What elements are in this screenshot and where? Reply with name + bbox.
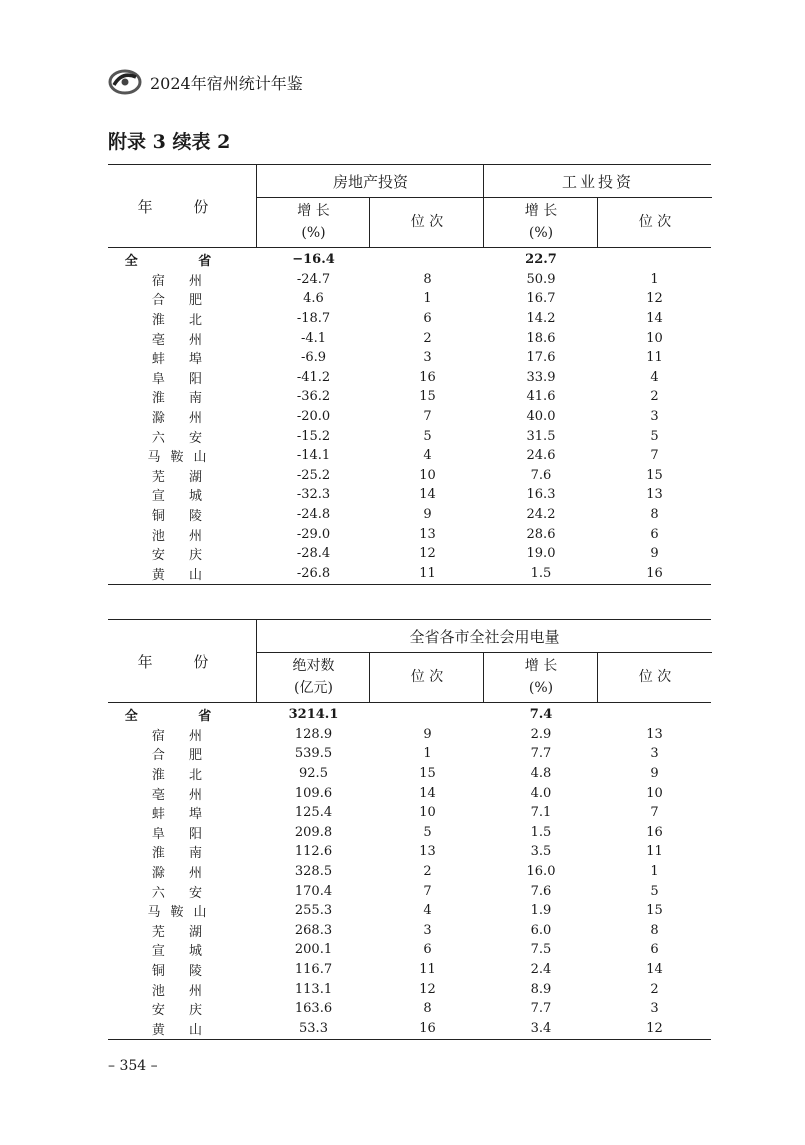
- table-row: [108, 328, 711, 348]
- value-cell: 22.7: [525, 252, 557, 268]
- region-cell: [108, 368, 256, 387]
- region-cell: [108, 803, 256, 822]
- region-name: 芜 湖: [151, 469, 213, 485]
- rank-cell: 13: [646, 487, 663, 503]
- rank-cell: 2: [650, 981, 659, 997]
- value-cell: 3.4: [530, 1020, 552, 1036]
- rank-cell: 3: [423, 350, 432, 366]
- region-cell: [108, 289, 256, 308]
- electricity-table: [108, 619, 711, 1040]
- year-header: 年 份: [137, 197, 227, 216]
- value-cell: 24.6: [526, 448, 556, 464]
- table-row: [108, 823, 711, 843]
- table-row: [108, 544, 711, 564]
- table-row: [108, 387, 711, 407]
- table-row: [108, 725, 711, 745]
- value-cell: -4.1: [300, 330, 327, 346]
- growth-unit: (%): [301, 225, 326, 241]
- rank-cell: 15: [419, 389, 436, 405]
- region-name: 铜 陵: [151, 964, 213, 980]
- value-cell: 40.0: [526, 409, 556, 425]
- region-name: 淮 南: [151, 846, 213, 862]
- rank-cell: 15: [646, 903, 663, 919]
- page-number: – 354 –: [108, 1058, 158, 1074]
- region-cell: [108, 387, 256, 406]
- region-cell: [108, 525, 256, 544]
- rank-cell: 16: [419, 1020, 436, 1036]
- value-cell: -26.8: [296, 565, 331, 581]
- value-cell: -14.1: [296, 448, 331, 464]
- table-row: [108, 485, 711, 505]
- table-row: [108, 1019, 711, 1039]
- value-cell: 3.5: [530, 844, 552, 860]
- table-row: [108, 250, 711, 270]
- region-name: 黄 山: [151, 567, 213, 583]
- rank-cell: 15: [646, 467, 663, 483]
- region-name: 宣 城: [151, 489, 213, 505]
- value-cell: 41.6: [526, 389, 556, 405]
- value-cell: 255.3: [294, 903, 333, 919]
- rank-label: 位 次: [638, 214, 672, 230]
- value-cell: 116.7: [294, 962, 333, 978]
- growth-header: [483, 652, 598, 702]
- growth-unit: (%): [528, 680, 554, 696]
- rank-cell: 16: [646, 565, 663, 581]
- value-cell: 33.9: [526, 369, 556, 385]
- rank-cell: 14: [419, 487, 436, 503]
- region-cell: [108, 764, 256, 783]
- value-cell: 268.3: [294, 922, 333, 938]
- region-cell: [108, 705, 256, 724]
- region-name: 芜 湖: [151, 924, 213, 940]
- table-row: [108, 999, 711, 1019]
- region-name: 宣 城: [151, 944, 213, 960]
- value-cell: 17.6: [526, 350, 556, 366]
- value-cell: 125.4: [294, 805, 333, 821]
- region-cell: [108, 544, 256, 563]
- value-cell: −16.4: [292, 252, 335, 268]
- table-row: [108, 426, 711, 446]
- value-cell: 7.7: [530, 1001, 552, 1017]
- table-header: [108, 620, 711, 703]
- region-cell: [108, 250, 256, 269]
- rank-cell: 5: [650, 883, 659, 899]
- table-row: [108, 289, 711, 309]
- absolute-value-unit: (亿元): [294, 680, 333, 696]
- yearbook-logo-icon: [108, 67, 142, 97]
- growth-label: 增 长: [297, 203, 330, 219]
- table-row: [108, 466, 711, 486]
- region-cell: [108, 446, 256, 465]
- region-name: 蚌 埠: [151, 352, 213, 368]
- value-cell: 163.6: [294, 1001, 333, 1017]
- value-cell: 4.8: [530, 766, 552, 782]
- value-cell: 200.1: [294, 942, 333, 958]
- region-name: 池 州: [151, 528, 213, 544]
- value-cell: 3214.1: [288, 707, 339, 723]
- table-row: [108, 505, 711, 525]
- rank-label: 位 次: [410, 669, 444, 685]
- region-cell: [108, 505, 256, 524]
- region-cell: [108, 564, 256, 583]
- electricity-consumption-header: 全省各市全社会用电量: [256, 620, 712, 653]
- table-row: [108, 564, 711, 584]
- value-cell: 28.6: [526, 526, 556, 542]
- rank-cell: 10: [646, 330, 663, 346]
- region-name: 马鞍山: [147, 450, 217, 466]
- table-row: [108, 803, 711, 823]
- value-cell: -15.2: [296, 428, 331, 444]
- value-cell: 539.5: [294, 746, 333, 762]
- rank-cell: 9: [650, 546, 659, 562]
- region-cell: [108, 999, 256, 1018]
- table-row: [108, 764, 711, 784]
- rank-cell: 5: [423, 824, 432, 840]
- page-header: [108, 64, 303, 100]
- rank-cell: 4: [423, 903, 432, 919]
- value-cell: 109.6: [294, 785, 333, 801]
- region-cell: [108, 980, 256, 999]
- region-name: 宿 州: [151, 728, 213, 744]
- region-name: 全 省: [124, 254, 240, 270]
- rank-cell: 1: [650, 864, 659, 880]
- rank-cell: 10: [419, 805, 436, 821]
- table-row: [108, 862, 711, 882]
- growth-label: 增 长: [524, 658, 558, 674]
- table-row: [108, 921, 711, 941]
- table-row: [108, 524, 711, 544]
- rank-cell: 13: [419, 844, 436, 860]
- table-row: [108, 960, 711, 980]
- region-name: 淮 北: [151, 768, 213, 784]
- value-cell: 1.5: [530, 565, 552, 581]
- table-row: [108, 901, 711, 921]
- region-name: 安 庆: [151, 548, 213, 564]
- region-name: 阜 阳: [151, 371, 213, 387]
- value-cell: 170.4: [294, 883, 333, 899]
- value-cell: 16.7: [526, 291, 556, 307]
- table-row: [108, 368, 711, 388]
- value-cell: 53.3: [299, 1020, 328, 1036]
- rank-header: [369, 652, 484, 702]
- region-name: 池 州: [151, 983, 213, 999]
- yearbook-title: 2024年宿州统计年鉴: [150, 73, 303, 93]
- rank-cell: 8: [650, 507, 659, 523]
- rank-cell: 9: [423, 726, 432, 742]
- value-cell: -24.7: [296, 271, 331, 287]
- rank-cell: 7: [650, 448, 659, 464]
- table-row: [108, 705, 711, 725]
- region-cell: [108, 784, 256, 803]
- value-cell: -29.0: [296, 526, 331, 542]
- rank-cell: 5: [650, 428, 659, 444]
- rank-cell: 6: [423, 311, 432, 327]
- rank-header: [369, 197, 484, 247]
- value-cell: 4.0: [530, 785, 552, 801]
- rank-cell: 15: [419, 766, 436, 782]
- growth-label: 增 长: [524, 203, 558, 219]
- value-cell: 7.6: [530, 883, 552, 899]
- rank-cell: 12: [419, 546, 436, 562]
- region-cell: [108, 862, 256, 881]
- rank-cell: 12: [646, 1020, 663, 1036]
- region-name: 宿 州: [151, 273, 213, 289]
- value-cell: 19.0: [526, 546, 556, 562]
- region-name: 淮 南: [151, 391, 213, 407]
- value-cell: 24.2: [526, 507, 556, 523]
- rank-cell: 2: [650, 389, 659, 405]
- rank-cell: 14: [646, 962, 663, 978]
- rank-header: [597, 197, 712, 247]
- rank-cell: 8: [423, 271, 432, 287]
- value-cell: -32.3: [296, 487, 331, 503]
- absolute-value-header: [256, 652, 370, 702]
- value-cell: 128.9: [294, 726, 333, 742]
- region-cell: [108, 466, 256, 485]
- value-cell: 1.5: [530, 824, 552, 840]
- region-name: 亳 州: [151, 332, 213, 348]
- table-row: [108, 348, 711, 368]
- value-cell: -20.0: [296, 409, 331, 425]
- value-cell: -28.4: [296, 546, 331, 562]
- table-row: [108, 407, 711, 427]
- section-title: 附录 3 续表 2: [108, 131, 231, 153]
- rank-cell: 12: [646, 291, 663, 307]
- table-row: [108, 940, 711, 960]
- value-cell: 18.6: [526, 330, 556, 346]
- table-row: [108, 270, 711, 290]
- region-name: 蚌 埠: [151, 807, 213, 823]
- rank-cell: 2: [423, 330, 432, 346]
- table-row: [108, 309, 711, 329]
- rank-cell: 5: [423, 428, 432, 444]
- region-name: 合 肥: [151, 748, 213, 764]
- region-name: 黄 山: [151, 1022, 213, 1038]
- industrial-investment-header: 工业投资: [483, 165, 712, 198]
- value-cell: 7.1: [530, 805, 552, 821]
- region-name: 阜 阳: [151, 826, 213, 842]
- region-name: 铜 陵: [151, 509, 213, 525]
- rank-cell: 14: [646, 311, 663, 327]
- table-row: [108, 842, 711, 862]
- table-row: [108, 979, 711, 999]
- rank-cell: 7: [423, 409, 432, 425]
- region-cell: [108, 940, 256, 959]
- value-cell: 209.8: [294, 824, 333, 840]
- value-cell: 112.6: [294, 844, 333, 860]
- table-body: [108, 703, 711, 1039]
- rank-cell: 11: [646, 844, 663, 860]
- region-name: 马鞍山: [147, 905, 217, 921]
- rank-cell: 8: [423, 1001, 432, 1017]
- region-name: 合 肥: [151, 293, 213, 309]
- region-name: 滁 州: [151, 411, 213, 427]
- rank-cell: 8: [650, 922, 659, 938]
- region-name: 安 庆: [151, 1003, 213, 1019]
- investment-table: [108, 164, 711, 585]
- rank-cell: 1: [423, 746, 432, 762]
- rank-cell: 12: [419, 981, 436, 997]
- region-cell: [108, 427, 256, 446]
- value-cell: 1.9: [530, 903, 552, 919]
- region-cell: [108, 1019, 256, 1038]
- growth-header: [483, 197, 598, 247]
- value-cell: 8.9: [530, 981, 552, 997]
- growth-unit: (%): [528, 225, 554, 241]
- value-cell: 7.6: [530, 467, 552, 483]
- rank-cell: 3: [650, 746, 659, 762]
- value-cell: -24.8: [296, 507, 331, 523]
- rank-cell: 6: [650, 942, 659, 958]
- rank-cell: 7: [650, 805, 659, 821]
- region-cell: [108, 270, 256, 289]
- region-cell: [108, 882, 256, 901]
- rank-cell: 3: [650, 409, 659, 425]
- value-cell: 50.9: [526, 271, 556, 287]
- value-cell: 16.3: [526, 487, 556, 503]
- region-cell: [108, 823, 256, 842]
- value-cell: 6.0: [530, 922, 552, 938]
- rank-cell: 16: [419, 369, 436, 385]
- value-cell: -36.2: [296, 389, 331, 405]
- value-cell: 4.6: [303, 291, 324, 307]
- value-cell: 7.4: [529, 707, 553, 723]
- value-cell: 7.5: [530, 942, 552, 958]
- rank-header: [597, 652, 712, 702]
- value-cell: 14.2: [526, 311, 556, 327]
- rank-cell: 10: [419, 467, 436, 483]
- value-cell: 31.5: [526, 428, 556, 444]
- region-cell: [108, 309, 256, 328]
- region-name: 六 安: [151, 885, 213, 901]
- rank-cell: 9: [423, 507, 432, 523]
- growth-header: [256, 197, 370, 247]
- rank-cell: 14: [419, 785, 436, 801]
- rank-cell: 13: [646, 726, 663, 742]
- rank-cell: 4: [650, 369, 659, 385]
- region-cell: [108, 842, 256, 861]
- region-cell: [108, 329, 256, 348]
- real-estate-investment-header: 房地产投资: [256, 165, 484, 198]
- value-cell: -25.2: [296, 467, 331, 483]
- rank-cell: 11: [419, 962, 436, 978]
- rank-cell: 1: [650, 271, 659, 287]
- region-cell: [108, 960, 256, 979]
- region-cell: [108, 901, 256, 920]
- rank-cell: 4: [423, 448, 432, 464]
- value-cell: -6.9: [300, 350, 327, 366]
- value-cell: -18.7: [296, 311, 331, 327]
- rank-label: 位 次: [638, 669, 672, 685]
- region-name: 亳 州: [151, 787, 213, 803]
- table-row: [108, 881, 711, 901]
- region-name: 滁 州: [151, 866, 213, 882]
- table-row: [108, 744, 711, 764]
- value-cell: 92.5: [299, 766, 328, 782]
- rank-cell: 1: [423, 291, 432, 307]
- region-cell: [108, 725, 256, 744]
- rank-cell: 6: [423, 942, 432, 958]
- rank-cell: 13: [419, 526, 436, 542]
- rank-cell: 10: [646, 785, 663, 801]
- region-cell: [108, 921, 256, 940]
- year-header: 年 份: [137, 652, 227, 671]
- region-cell: [108, 485, 256, 504]
- region-cell: [108, 744, 256, 763]
- value-cell: 2.4: [530, 962, 552, 978]
- rank-cell: 7: [423, 883, 432, 899]
- value-cell: 113.1: [294, 981, 333, 997]
- region-name: 淮 北: [151, 313, 213, 329]
- region-cell: [108, 348, 256, 367]
- region-cell: [108, 407, 256, 426]
- table-header: [108, 165, 711, 248]
- value-cell: 328.5: [294, 864, 333, 880]
- table-row: [108, 783, 711, 803]
- rank-cell: 9: [650, 766, 659, 782]
- rank-label: 位 次: [410, 214, 444, 230]
- rank-cell: 11: [646, 350, 663, 366]
- rank-cell: 2: [423, 864, 432, 880]
- rank-cell: 3: [423, 922, 432, 938]
- absolute-value-label: 绝对数: [292, 658, 335, 674]
- value-cell: 7.7: [530, 746, 552, 762]
- region-name: 全 省: [124, 709, 240, 725]
- value-cell: 16.0: [526, 864, 556, 880]
- region-name: 六 安: [151, 430, 213, 446]
- value-cell: 2.9: [530, 726, 552, 742]
- rank-cell: 6: [650, 526, 659, 542]
- table-body: [108, 248, 711, 584]
- value-cell: -41.2: [296, 369, 331, 385]
- table-row: [108, 446, 711, 466]
- rank-cell: 3: [650, 1001, 659, 1017]
- rank-cell: 16: [646, 824, 663, 840]
- rank-cell: 11: [419, 565, 436, 581]
